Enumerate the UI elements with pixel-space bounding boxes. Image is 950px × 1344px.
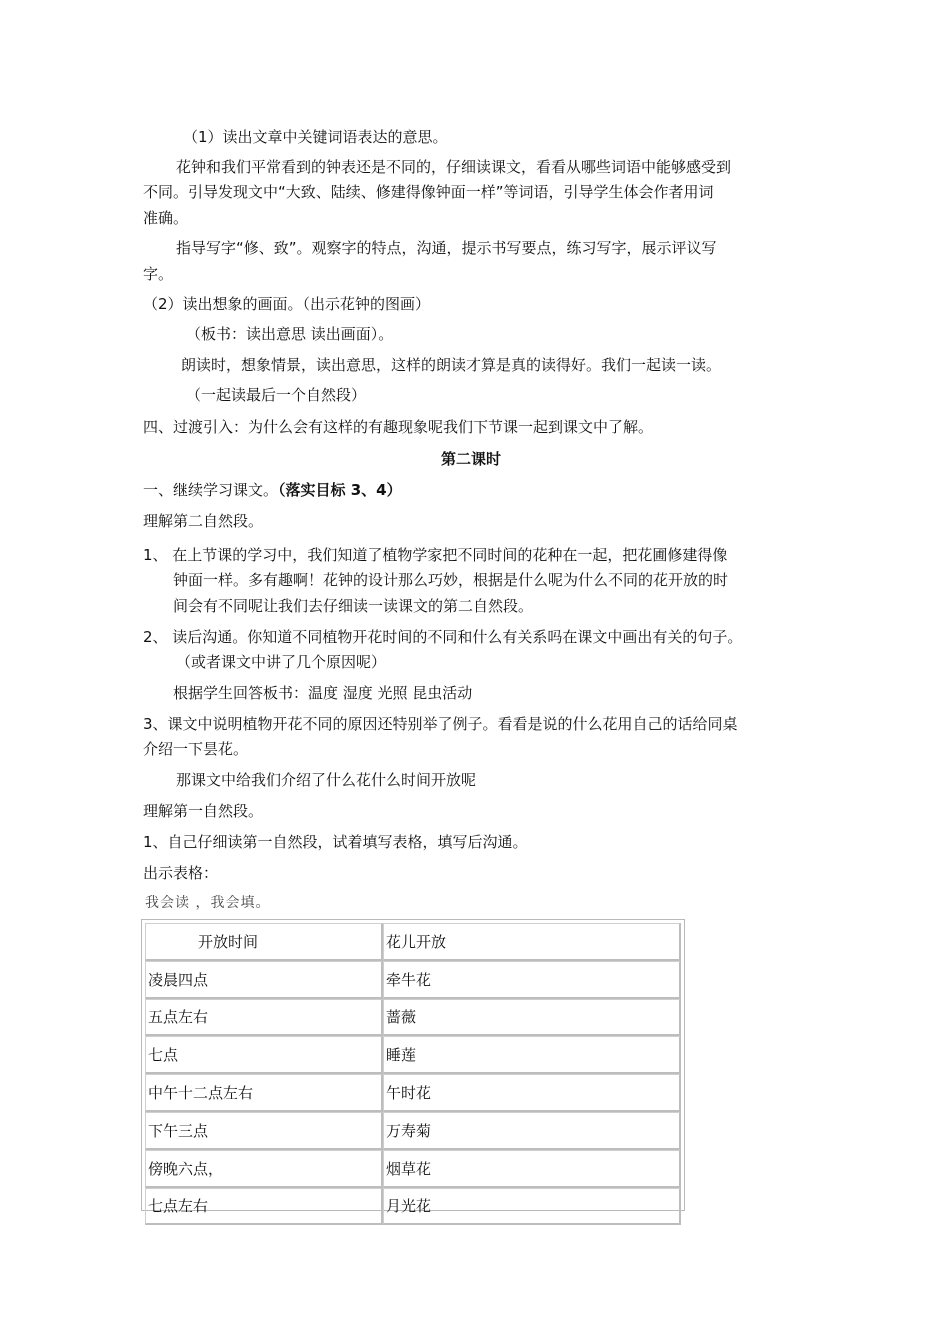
- table-header-time: 开放时间: [145, 923, 383, 961]
- heading-continue: [143, 480, 402, 500]
- table-cell-time: 傍晚六点，: [145, 1150, 383, 1188]
- table-cell-flower: 万寿菊: [383, 1112, 681, 1150]
- table-cell-time: 中午十二点左右: [145, 1074, 383, 1112]
- table-header-flower: 花儿开放: [383, 923, 681, 961]
- paragraph-5: （板书：读出意思 读出画面）。: [186, 325, 394, 343]
- table-row: [145, 999, 681, 1037]
- board-note: 根据学生回答板书：温度 湿度 光照 昆虫活动: [173, 684, 473, 702]
- table-row: [145, 1036, 681, 1074]
- section-title: 第二课时: [441, 450, 502, 468]
- table-row: [145, 1112, 681, 1150]
- table-row: [145, 1150, 681, 1188]
- table-cell-time: 凌晨四点: [145, 961, 383, 999]
- paragraph-10: 那课文中给我们介绍了什么花什么时间开放呢: [176, 771, 477, 789]
- table-cell-flower: 烟草花: [383, 1150, 681, 1188]
- paragraph-13: 出示表格：: [143, 864, 219, 882]
- paragraph-1: （1）读出文章中关键词语表达的意思。: [183, 128, 448, 146]
- flower-time-table: [141, 919, 685, 1216]
- paragraph-3b: 字。: [143, 265, 174, 283]
- heading-continue-text: 一、继续学习课文。: [143, 481, 279, 499]
- paragraph-3a: 指导写字“修、致”。观察字的特点，沟通，提示书写要点，练习写字，展示评议写: [176, 239, 717, 257]
- table-cell-time: 下午三点: [145, 1112, 383, 1150]
- paragraph-4: （2）读出想象的画面。（出示花钟的图画）: [143, 295, 431, 313]
- table-cell-flower: 月光花: [383, 1188, 681, 1226]
- table-row: [145, 961, 681, 999]
- table-row: [145, 1188, 681, 1226]
- paragraph-11: 理解第一自然段。: [143, 802, 264, 820]
- table-caption: 我会读 ，我会填。: [145, 895, 271, 911]
- table-row: [145, 1074, 681, 1112]
- table-cell-time: 五点左右: [145, 999, 383, 1037]
- paragraph-8: 四、过渡引入：为什么会有这样的有趣现象呢我们下节课一起到课文中了解。: [143, 418, 654, 436]
- table-cell-flower: 牵牛花: [383, 961, 681, 999]
- heading-target: （落实目标 3、4）: [278, 481, 402, 499]
- item-3a: 3、课文中说明植物开花不同的原因还特别举了例子。看看是说的什么花用自己的话给同桌: [143, 715, 738, 733]
- table-cell-flower: 午时花: [383, 1074, 681, 1112]
- item-2b: （或者课文中讲了几个原因呢）: [176, 653, 387, 671]
- paragraph-2c: 准确。: [143, 209, 189, 227]
- table-header-row: [145, 923, 681, 961]
- item-1a: 1、 在上节课的学习中，我们知道了植物学家把不同时间的花种在一起，把花圃修建得像: [143, 546, 728, 564]
- paragraph-6: 朗读时，想象情景，读出意思，这样的朗读才算是真的读得好。我们一起读一读。: [181, 356, 722, 374]
- paragraph-2a: 花钟和我们平常看到的钟表还是不同的，仔细读课文，看看从哪些词语中能够感受到: [176, 158, 732, 176]
- table-cell-time: 七点: [145, 1036, 383, 1074]
- paragraph-2b: 不同。引导发现文中“大致、陆续、修建得像钟面一样”等词语，引导学生体会作者用词: [143, 183, 714, 201]
- item-2a: 2、 读后沟通。你知道不同植物开花时间的不同和什么有关系吗在课文中画出有关的句子。: [143, 628, 743, 646]
- paragraph-9: 理解第二自然段。: [143, 512, 264, 530]
- paragraph-7: （一起读最后一个自然段）: [186, 386, 367, 404]
- item-1c: 间会有不同呢让我们去仔细读一读课文的第二自然段。: [173, 597, 534, 615]
- table-cell-flower: 睡莲: [383, 1036, 681, 1074]
- paragraph-12: 1、自己仔细读第一自然段，试着填写表格，填写后沟通。: [143, 833, 528, 851]
- item-1b: 钟面一样。多有趣啊！花钟的设计那么巧妙，根据是什么呢为什么不同的花开放的时: [173, 571, 729, 589]
- table-cell-time: 七点左右: [145, 1188, 383, 1226]
- item-3b: 介绍一下昙花。: [143, 740, 249, 758]
- table-cell-flower: 蔷薇: [383, 999, 681, 1037]
